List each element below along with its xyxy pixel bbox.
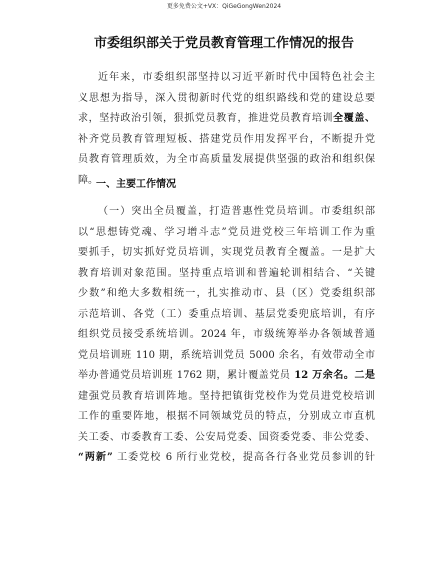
intro-line-bold: 全覆盖、 — [333, 113, 375, 124]
intro-line: 障。 — [78, 174, 98, 186]
intro-line-text: 求，坚持政治引领，狠抓党员教育，推进党员教育培训 — [78, 113, 334, 124]
para-line: 要抓手，切实抓好党员培训，实现党员教育全覆盖。一是扩大 — [78, 247, 375, 258]
section-paragraph-1 — [78, 202, 375, 469]
para-line-text: 举办普通党员培训班 1762 期，累计覆盖党员 — [78, 370, 291, 381]
section-heading: 一、主要工作情况 — [96, 179, 176, 190]
para-line: 关工委、市委教育工委、公安局党委、国资委党委、非公党委、 — [78, 431, 375, 443]
para-line-text: 工委党校 6 所行业党校，提高各行各业党员参训的针 — [117, 452, 375, 463]
para-line — [78, 448, 375, 469]
para-line: （一）突出全员覆盖，打造普惠性党员培训。市委组织部 — [98, 206, 375, 217]
intro-line — [78, 109, 375, 130]
intro-paragraph — [78, 68, 375, 191]
para-line — [78, 366, 375, 387]
para-line: 组织党员接受系统培训。2024 年，市级统筹举办各领域普通 — [78, 329, 375, 340]
para-line-bold: 12 万余名。 — [294, 370, 355, 381]
para-line: 示范培训、各党（工）委重点培训、基层党委兜底培训，有序 — [78, 308, 375, 320]
intro-line: 补齐党员教育管理短板、搭建党员作用发挥平台，不断提升党 — [78, 133, 375, 145]
intro-line: 义思想为指导，深入贯彻新时代党的组织路线和党的建设总要 — [78, 92, 375, 104]
para-line: 工作的重要阵地，根据不同领域党员的特点，分别成立市直机 — [78, 411, 375, 422]
para-line: 建强党员教育培训阵地。坚持把镇街党校作为党员进党校培训 — [78, 390, 375, 402]
para-line: 少数”和绝大多数相统一，扎实推动市、县（区）党委组织部 — [78, 288, 375, 299]
para-line: 党员培训班 110 期，系统培训党员 5000 余名，有效带动全市 — [78, 349, 375, 361]
header-watermark: 更多免费公文+VX：QiGeGongWen2024 — [166, 3, 282, 10]
intro-line: 员教育管理质效，为全市高质量发展提供坚强的政治和组织保 — [78, 154, 375, 165]
para-line: 教育培训对象范围。坚持重点培训和普遍轮训相结合、“关键 — [78, 267, 375, 279]
para-line: 以“思想铸党魂、学习增斗志”党员进党校三年培训工作为重 — [78, 226, 375, 238]
para-line-bold: 二是 — [354, 370, 375, 381]
document-title: 市委组织部关于党员教育管理工作情况的报告 — [93, 36, 354, 51]
para-line-bold: “两新” — [78, 452, 113, 463]
intro-line: 近年来，市委组织部坚持以习近平新时代中国特色社会主 — [98, 72, 375, 83]
